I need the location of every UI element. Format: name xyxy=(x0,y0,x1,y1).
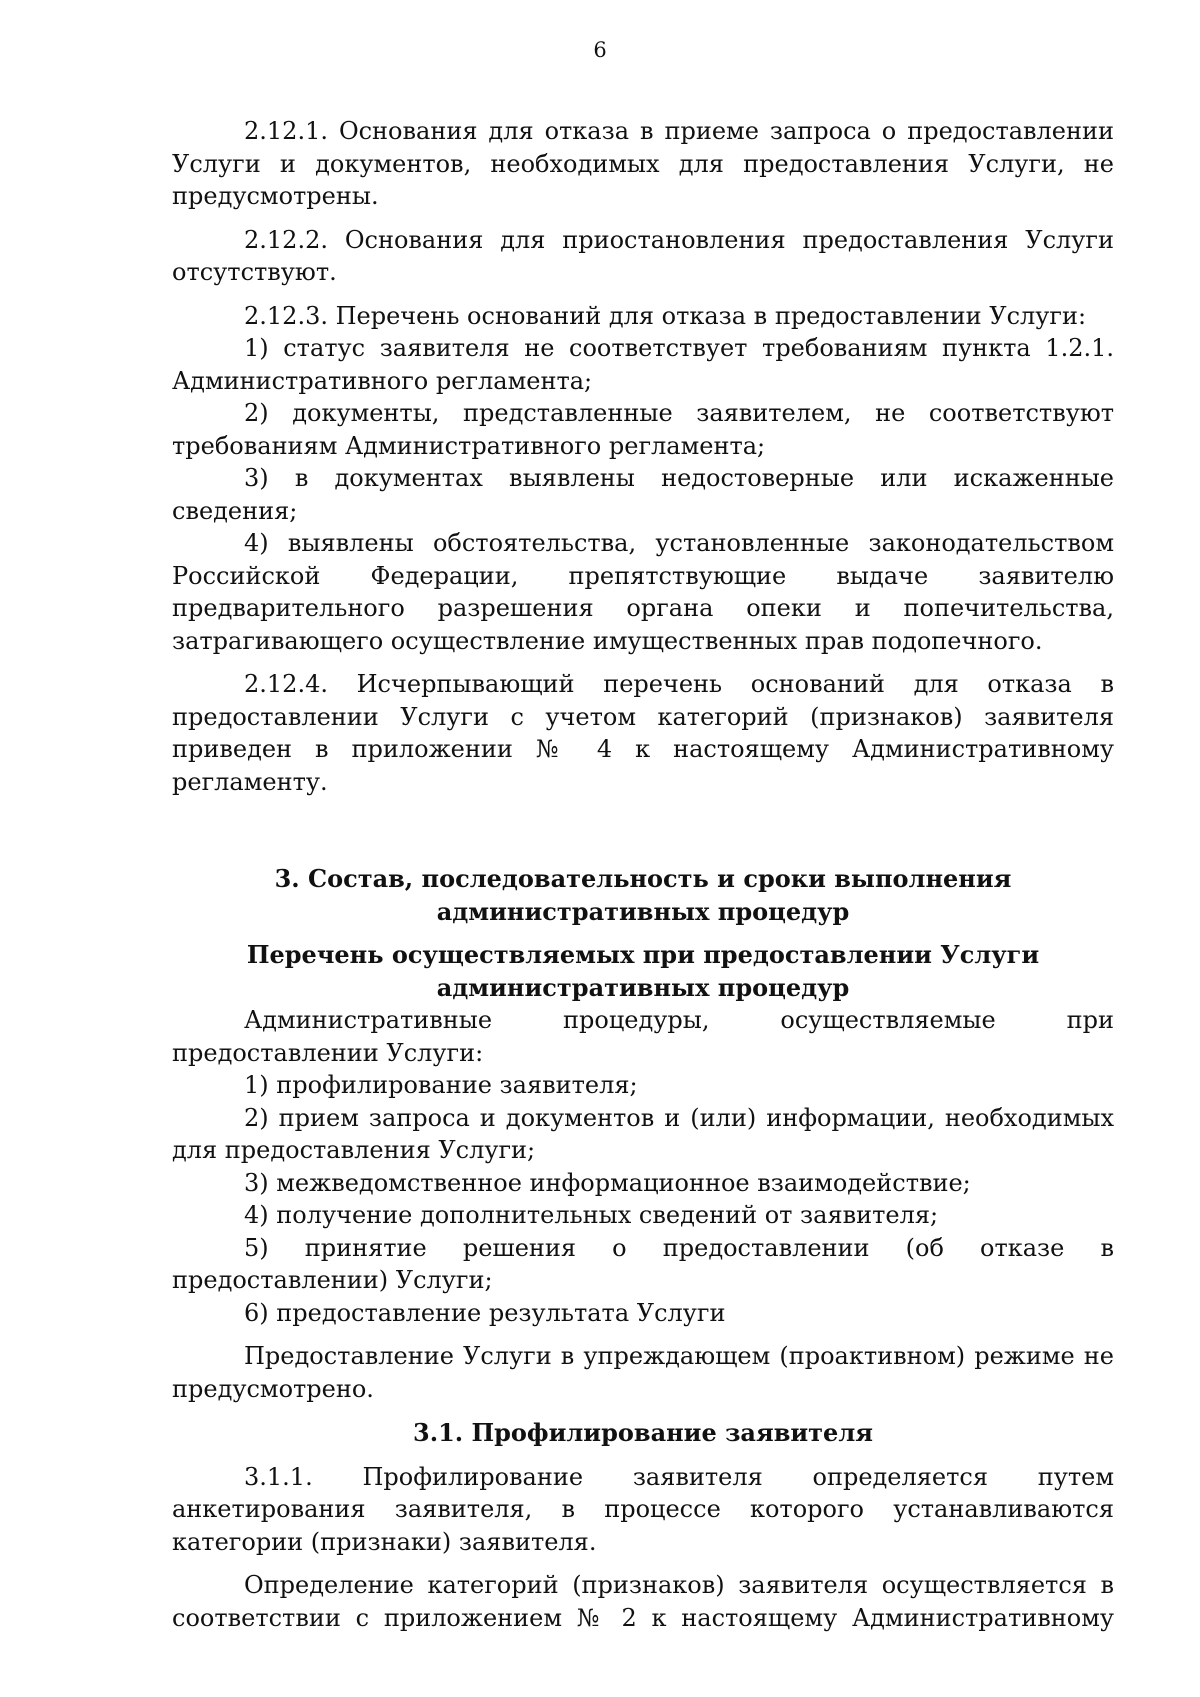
page-number: 6 xyxy=(593,38,607,62)
list-item-refusal-2: 2) документы, представленные заявителем, не соответствуют требованиям Административного регламента; xyxy=(172,399,1114,460)
paragraph-3-1-1: 3.1.1. Профилирование заявителя определяется путем анкетирования заявителя, в процессе которого устанавливаются категории (признаки) заявителя. xyxy=(172,1462,1114,1556)
procedure-item-6: 6) предоставление результата Услуги xyxy=(244,1298,726,1327)
procedure-item-2: 2) прием запроса и документов и (или) информации, необходимых для предоставления Услуги; xyxy=(172,1103,1114,1164)
procedure-item-4: 4) получение дополнительных сведений от заявителя; xyxy=(244,1201,939,1229)
paragraph-2-12-1: 2.12.1. Основания для отказа в приеме запроса о предоставлении Услуги и документов, необходимых для предоставления Услуги, не предусмотрены. xyxy=(172,117,1114,210)
paragraph-2-12-2: 2.12.2. Основания для приостановления предоставления Услуги отсутствуют. xyxy=(172,225,1114,286)
list-item-refusal-1: 1) статус заявителя не соответствует требованиям пункта 1.2.1. Административного регламента; xyxy=(172,334,1114,395)
proactive-mode-paragraph: Предоставление Услуги в упреждающем (проактивном) режиме не предусмотрено. xyxy=(172,1342,1114,1403)
procedure-item-3: 3) межведомственное информационное взаимодействие; xyxy=(244,1168,971,1197)
procedure-item-5: 5) принятие решения о предоставлении (об отказе в предоставлении) Услуги; xyxy=(172,1233,1114,1294)
section-3-heading: 3. Состав, последовательность и сроки выполнения административных процедур xyxy=(274,864,1012,926)
list-item-refusal-3: 3) в документах выявлены недостоверные или искаженные сведения; xyxy=(172,464,1114,525)
section-3-1-heading: 3.1. Профилирование заявителя xyxy=(413,1418,873,1447)
procedures-intro: Административные процедуры, осуществляемые при предоставлении Услуги: xyxy=(172,1006,1114,1067)
category-definition-paragraph: Определение категорий (признаков) заявителя осуществляется в соответствии с приложением № 2 к настоящему Административному xyxy=(172,1571,1114,1632)
procedure-item-1: 1) профилирование заявителя; xyxy=(244,1071,638,1099)
procedures-list-heading: Перечень осуществляемых при предоставлении Услуги административных процедур xyxy=(246,940,1040,1002)
document-body xyxy=(172,115,1114,1634)
paragraph-2-12-4: 2.12.4. Исчерпывающий перечень оснований для отказа в предоставлении Услуги с учетом категорий (признаков) заявителя приведен в приложении № 4 к настоящему Административному регламенту. xyxy=(172,670,1114,796)
list-item-refusal-4: 4) выявлены обстоятельства, установленные законодательством Российской Федерации, препятствующие выдаче заявителю предварительного разрешения органа опеки и попечительства, затрагивающего осуществление имущественных прав подопечного. xyxy=(172,529,1114,655)
paragraph-2-12-3: 2.12.3. Перечень оснований для отказа в предоставлении Услуги: xyxy=(244,301,1087,330)
